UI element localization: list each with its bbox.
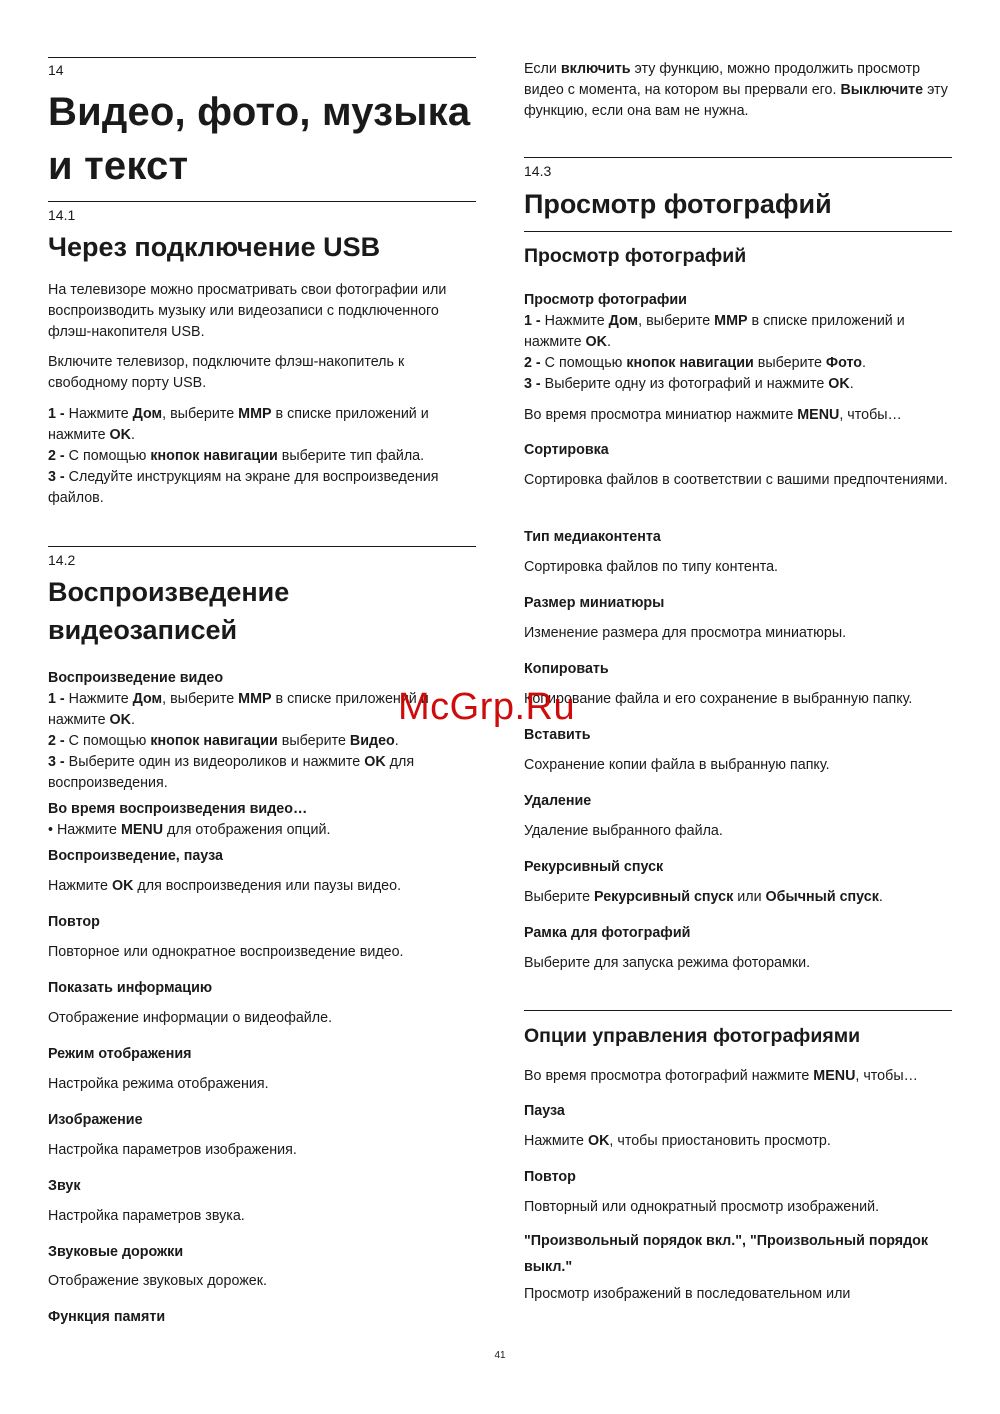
photo-view-heading: Просмотр фотографий — [524, 245, 747, 267]
photo-view-subheading: Просмотр фотографии — [524, 292, 687, 308]
video-pause-text: Нажмите OK для воспроизведения или паузы видео. — [48, 878, 402, 894]
photo-options-heading: Опции управления фотографиями — [524, 1025, 861, 1047]
section-14-2-title-line1: Воспроизведение — [48, 577, 290, 607]
photo-media-text: Сортировка файлов по типу контента. — [524, 559, 779, 575]
video-step-2: 2 - С помощью кнопок навигации выберите Видео. — [48, 733, 399, 749]
usb-step-2: 2 - С помощью кнопок навигации выберите тип файла. — [48, 448, 425, 464]
video-display-text: Настройка режима отображения. — [48, 1076, 269, 1092]
section-14-3-rule — [524, 157, 952, 158]
page-number: 41 — [494, 1350, 506, 1361]
video-step-3: 3 - Выберите один из видеороликов и нажмите OK для воспроизведения. — [48, 754, 415, 791]
section-14-1-number: 14.1 — [48, 207, 76, 223]
video-tracks-heading: Звуковые дорожки — [48, 1244, 184, 1260]
photo-delete-heading: Удаление — [524, 793, 592, 809]
memory-function-text: Если включить эту функцию, можно продолжить просмотр видео с момента, на котором вы прервали его. Выключите эту функцию, если она вам не нужна. — [524, 61, 948, 119]
video-pause-heading: Воспроизведение, пауза — [48, 848, 223, 864]
photo-view-rule — [524, 231, 952, 232]
video-info-text: Отображение информации о видеофайле. — [48, 1010, 333, 1026]
photo-sort-heading: Сортировка — [524, 442, 609, 458]
video-tracks-text: Отображение звуковых дорожек. — [48, 1273, 267, 1289]
video-sound-text: Настройка параметров звука. — [48, 1208, 245, 1224]
section-14-2-title-line2: видеозаписей — [48, 615, 238, 645]
video-during-heading: Во время воспроизведения видео… — [48, 801, 308, 817]
photo-recursive-heading: Рекурсивный спуск — [524, 859, 664, 875]
photo-recursive-text: Выберите Рекурсивный спуск или Обычный спуск. — [524, 889, 883, 905]
video-step-1: 1 - Нажмите Дом, выберите MMP в списке приложений и нажмите OK. — [48, 691, 429, 728]
photo-frame-text: Выберите для запуска режима фоторамки. — [524, 955, 811, 971]
video-menu-bullet: • Нажмите MENU для отображения опций. — [48, 822, 331, 838]
photo-repeat-heading: Повтор — [524, 1169, 576, 1185]
usb-connect-paragraph: Включите телевизор, подключите флэш-накопитель к свободному порту USB. — [48, 354, 405, 391]
photo-thumbsize-heading: Размер миниатюры — [524, 595, 665, 611]
watermark: McGrp.Ru — [398, 686, 576, 728]
chapter-number: 14 — [48, 62, 64, 78]
usb-step-1: 1 - Нажмите Дом, выберите MMP в списке приложений и нажмите OK. — [48, 406, 429, 443]
photo-media-heading: Тип медиаконтента — [524, 529, 661, 545]
photo-repeat-text: Повторный или однократный просмотр изображений. — [524, 1199, 880, 1215]
video-repeat-text: Повторное или однократное воспроизведение видео. — [48, 944, 404, 960]
photo-step-1: 1 - Нажмите Дом, выберите MMP в списке приложений и нажмите OK. — [524, 313, 905, 350]
photo-frame-heading: Рамка для фотографий — [524, 925, 691, 941]
photo-options-intro: Во время просмотра фотографий нажмите MENU, чтобы… — [524, 1068, 918, 1084]
section-14-3-title: Просмотр фотографий — [524, 189, 832, 219]
section-14-2-rule — [48, 546, 476, 547]
photo-sort-text: Сортировка файлов в соответствии с вашими предпочтениями. — [524, 472, 948, 488]
photo-delete-text: Удаление выбранного файла. — [524, 823, 723, 839]
chapter-rule — [48, 57, 476, 58]
usb-intro-paragraph: На телевизоре можно просматривать свои фотографии или воспроизводить музыку или видеозаписи с подключенного флэш-накопителя USB. — [48, 282, 447, 340]
photo-step-2: 2 - С помощью кнопок навигации выберите Фото. — [524, 355, 867, 371]
section-14-1-title: Через подключение USB — [48, 232, 381, 262]
chapter-title-line2: и текст — [48, 144, 189, 188]
video-play-heading: Воспроизведение видео — [48, 670, 224, 686]
video-picture-text: Настройка параметров изображения. — [48, 1142, 297, 1158]
photo-thumbsize-text: Изменение размера для просмотра миниатюры. — [524, 625, 847, 641]
photo-step-3: 3 - Выберите одну из фотографий и нажмите OK. — [524, 376, 854, 392]
photo-options-rule — [524, 1010, 952, 1011]
video-sound-heading: Звук — [48, 1178, 81, 1194]
photo-pause-text: Нажмите OK, чтобы приостановить просмотр. — [524, 1133, 831, 1149]
photo-thumbs-menu-text: Во время просмотра миниатюр нажмите MENU, чтобы… — [524, 407, 902, 423]
video-display-heading: Режим отображения — [48, 1046, 192, 1062]
section-14-3-number: 14.3 — [524, 163, 552, 179]
video-info-heading: Показать информацию — [48, 980, 213, 996]
usb-step-3: 3 - Следуйте инструкциям на экране для воспроизведения файлов. — [48, 469, 439, 506]
photo-paste-text: Сохранение копии файла в выбранную папку. — [524, 757, 830, 773]
photo-copy-heading: Копировать — [524, 661, 609, 677]
photo-paste-heading: Вставить — [524, 727, 591, 743]
photo-copy-text: Копирование файла и его сохранение в выбранную папку. — [524, 691, 913, 707]
photo-pause-heading: Пауза — [524, 1103, 565, 1119]
photo-shuffle-heading: "Произвольный порядок вкл.", "Произвольный порядок выкл." — [524, 1233, 929, 1275]
video-memory-heading: Функция памяти — [48, 1309, 166, 1325]
photo-shuffle-text: Просмотр изображений в последовательном или — [524, 1286, 851, 1302]
chapter-title-line1: Видео, фото, музыка — [48, 90, 471, 134]
video-picture-heading: Изображение — [48, 1112, 143, 1128]
video-repeat-heading: Повтор — [48, 914, 100, 930]
section-14-2-number: 14.2 — [48, 552, 76, 568]
section-14-1-rule — [48, 201, 476, 202]
